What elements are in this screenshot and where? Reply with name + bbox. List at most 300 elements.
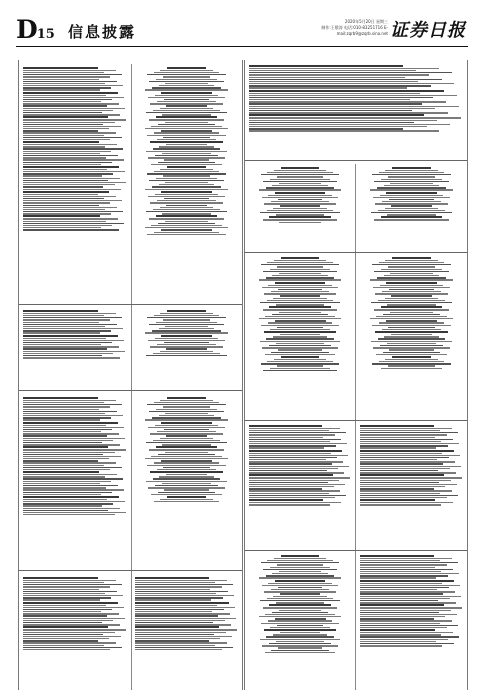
fine-print-line: [153, 440, 220, 441]
fine-print-line: [23, 499, 107, 500]
fine-print-line: [160, 169, 213, 170]
fine-print-line: [272, 185, 327, 186]
fine-print-line: [384, 185, 440, 186]
fine-print-line: [370, 318, 453, 319]
fine-print-line: [360, 612, 439, 613]
fine-print-line: [360, 493, 440, 494]
fine-print-line: [23, 419, 100, 420]
fine-print-line: [380, 345, 443, 346]
fine-print-line: [360, 571, 441, 572]
fine-print-line: [23, 626, 108, 628]
fine-print-line: [265, 316, 334, 317]
fine-print-line: [268, 322, 332, 323]
fine-print-line: [360, 437, 435, 438]
fine-print-line: [135, 602, 229, 604]
fine-print-line: [380, 285, 444, 286]
fine-print-line: [23, 202, 110, 203]
fine-print-line: [135, 584, 233, 585]
fine-print-line: [146, 211, 226, 212]
fine-print-line: [135, 632, 226, 633]
fine-print-line: [23, 429, 112, 430]
fine-print-line: [360, 439, 453, 440]
fine-print-line: [264, 629, 336, 631]
fine-print-line: [135, 618, 236, 619]
fine-print-line: [360, 470, 438, 471]
fine-print-line: [23, 444, 120, 445]
fine-print-line: [281, 167, 320, 169]
fine-print-line: [261, 264, 340, 265]
fine-print-line: [360, 459, 437, 460]
fine-print-line: [249, 439, 341, 440]
fine-print-line: [153, 353, 220, 354]
fine-print-line: [164, 99, 209, 100]
fine-print-line: [262, 197, 339, 198]
fine-print-line: [249, 114, 424, 116]
fine-print-line: [249, 459, 326, 460]
fine-print-line: [273, 336, 327, 337]
fine-print-line: [249, 504, 330, 505]
fine-print-line: [280, 593, 320, 594]
fine-print-line: [249, 128, 403, 129]
fine-print-line: [152, 417, 221, 418]
fine-print-line: [23, 397, 98, 399]
fine-print-line: [23, 589, 99, 590]
fine-print-line: [23, 130, 98, 131]
fine-print-line: [23, 422, 118, 424]
fine-print-line: [360, 589, 437, 590]
fine-print-line: [277, 365, 324, 366]
fine-print-line: [392, 257, 431, 259]
fine-print-line: [166, 435, 206, 436]
fine-print-line: [151, 456, 221, 457]
fine-print-line: [360, 453, 442, 454]
fine-print-line: [269, 216, 330, 218]
fine-print-line: [23, 313, 116, 314]
fine-print-line: [152, 186, 221, 187]
fine-print-line: [146, 442, 226, 443]
fine-print-line: [161, 191, 211, 193]
fine-print-line: [135, 597, 223, 598]
fine-print-line: [23, 324, 117, 325]
fine-print-line: [249, 95, 457, 96]
fine-print-line: [375, 203, 447, 204]
fine-print-line: [147, 234, 225, 235]
fine-print-line: [157, 469, 217, 470]
fine-print-line: [161, 422, 211, 424]
fine-print-line: [135, 593, 216, 594]
fine-print-line: [154, 72, 220, 73]
fine-print-line: [23, 141, 99, 143]
fine-print-line: [153, 148, 221, 149]
fine-print-line: [148, 487, 224, 488]
fine-print-line: [23, 215, 100, 217]
fine-print-line: [23, 469, 110, 470]
fine-print-line: [360, 618, 434, 619]
fine-print-line: [360, 625, 458, 626]
fine-print-line: [23, 402, 104, 403]
fine-print-line: [272, 314, 328, 315]
fine-print-line: [360, 632, 453, 633]
fine-print-line: [23, 67, 98, 69]
fine-print-line: [23, 112, 102, 113]
fine-print-line: [267, 172, 332, 173]
fine-print-line: [157, 101, 216, 102]
fine-print-line: [249, 93, 420, 94]
fine-print-line: [23, 76, 110, 77]
fine-print-line: [150, 202, 222, 203]
right-notice-column-e: [249, 424, 351, 544]
fine-print-line: [135, 622, 213, 623]
fine-print-line: [279, 273, 321, 274]
fine-print-line: [274, 359, 326, 360]
fine-print-line: [382, 201, 441, 202]
fine-print-line: [360, 504, 441, 505]
fine-print-line: [23, 465, 104, 466]
fine-print-line: [360, 602, 456, 603]
fine-print-line: [390, 183, 432, 184]
fine-print-line: [164, 429, 209, 430]
fine-print-line: [23, 70, 116, 71]
fine-print-line: [360, 428, 452, 429]
fine-print-line: [279, 610, 322, 611]
fine-print-line: [135, 605, 217, 606]
fine-print-line: [161, 229, 213, 230]
fine-print-line: [154, 132, 219, 133]
fine-print-line: [23, 171, 125, 172]
fine-print-line: [160, 499, 213, 500]
fine-print-line: [158, 454, 215, 455]
fine-print-line: [23, 505, 102, 506]
fine-print-line: [360, 627, 447, 628]
fine-print-line: [23, 209, 105, 210]
fine-print-line: [23, 605, 106, 606]
fine-print-line: [249, 461, 343, 462]
fine-print-line: [259, 279, 341, 280]
fine-print-line: [153, 110, 220, 111]
fine-print-line: [148, 157, 224, 158]
fine-print-line: [387, 343, 436, 344]
fine-print-line: [147, 317, 226, 318]
fine-print-line: [271, 291, 329, 292]
fine-print-line: [384, 336, 439, 337]
fine-print-line: [360, 455, 460, 456]
fine-print-line: [156, 79, 217, 80]
fine-print-line: [23, 310, 98, 312]
fine-print-line: [23, 194, 98, 195]
fine-print-line: [135, 629, 237, 630]
fine-print-line: [23, 346, 119, 347]
fine-print-line: [135, 582, 215, 583]
fine-print-line: [146, 151, 227, 152]
fine-print-line: [145, 128, 228, 129]
fine-print-line: [259, 577, 341, 578]
fine-print-line: [360, 495, 458, 496]
fine-print-line: [162, 483, 211, 484]
fine-print-line: [155, 95, 219, 96]
fine-print-line: [23, 229, 119, 230]
fine-print-line: [382, 329, 442, 330]
fine-print-line: [163, 137, 209, 138]
fine-print-line: [23, 467, 122, 468]
fine-print-line: [135, 647, 233, 648]
fine-print-line: [161, 92, 211, 94]
fine-print-line: [23, 225, 112, 226]
fine-print-line: [23, 205, 99, 206]
fine-print-line: [391, 334, 432, 335]
fine-print-line: [23, 340, 124, 341]
right-notice-column-f: [360, 424, 463, 544]
fine-print-line: [154, 501, 220, 502]
fine-print-line: [268, 583, 331, 584]
fine-print-line: [249, 437, 323, 438]
fine-print-line: [274, 558, 326, 559]
fine-print-line: [261, 174, 340, 175]
fine-print-line: [260, 600, 340, 601]
fine-print-line: [264, 331, 336, 333]
fine-print-line: [23, 514, 115, 515]
fine-print-line: [263, 271, 336, 272]
fine-print-line: [249, 482, 328, 483]
fine-print-line: [263, 181, 336, 182]
fine-print-line: [268, 285, 331, 286]
fine-print-line: [135, 642, 227, 643]
fine-print-line: [381, 368, 442, 369]
fine-print-line: [156, 215, 218, 217]
fine-print-line: [360, 441, 441, 442]
fine-print-line: [23, 146, 105, 147]
fine-print-line: [167, 496, 206, 498]
right-notice-column-a: [249, 166, 351, 248]
fine-print-line: [360, 488, 434, 489]
fine-print-line: [148, 340, 225, 341]
fine-print-line: [167, 397, 206, 399]
fine-print-line: [157, 344, 216, 345]
fine-print-line: [23, 326, 105, 327]
fine-print-line: [23, 609, 112, 610]
fine-print-line: [23, 173, 113, 174]
fine-print-line: [249, 70, 416, 71]
fine-print-line: [23, 159, 124, 160]
right-notice-top: [249, 64, 463, 156]
fine-print-line: [376, 354, 447, 355]
editor-contact: 制作:王敬涛 电话:010-83251716 E-mail:zqrb9@zqrb.sina.net: [321, 25, 388, 36]
fine-print-line: [23, 478, 123, 479]
fine-print-line: [360, 593, 443, 594]
fine-print-line: [264, 293, 335, 294]
fine-print-line: [160, 400, 213, 401]
fine-print-line: [249, 484, 345, 485]
fine-print-line: [135, 634, 214, 635]
fine-print-line: [379, 322, 444, 323]
fine-print-line: [23, 151, 111, 152]
fine-print-line: [23, 344, 101, 345]
fine-print-line: [275, 320, 326, 321]
fine-print-line: [149, 119, 224, 120]
fine-print-line: [155, 194, 219, 195]
fine-print-line: [23, 213, 111, 214]
fine-print-line: [23, 184, 115, 185]
fine-print-line: [145, 458, 228, 459]
fine-print-line: [23, 615, 107, 616]
fine-print-line: [158, 492, 216, 493]
fine-print-line: [268, 195, 331, 196]
fine-print-line: [360, 434, 447, 435]
fine-print-line: [360, 636, 459, 637]
fine-print-line: [23, 636, 121, 637]
fine-print-line: [23, 169, 107, 170]
fine-print-line: [23, 431, 101, 432]
fine-print-line: [263, 219, 337, 220]
fine-print-line: [160, 108, 214, 109]
fine-print-line: [374, 181, 448, 182]
fine-print-line: [381, 269, 442, 270]
fine-print-line: [147, 173, 226, 174]
fine-print-line: [249, 425, 322, 427]
fine-print-line: [386, 320, 438, 321]
fine-print-line: [263, 569, 336, 570]
fine-print-line: [377, 187, 446, 188]
fine-print-line: [264, 203, 335, 204]
fine-print-line: [386, 282, 436, 284]
fine-print-line: [261, 562, 340, 563]
fine-print-line: [23, 449, 126, 450]
fine-print-line: [271, 650, 328, 651]
fine-print-line: [23, 315, 104, 316]
fine-print-line: [23, 135, 104, 136]
fine-print-line: [262, 347, 337, 348]
fine-print-line: [23, 198, 104, 199]
fine-print-line: [23, 153, 100, 154]
fine-print-line: [249, 74, 429, 75]
fine-print-line: [151, 225, 221, 226]
fine-print-line: [270, 269, 330, 270]
fine-print-line: [23, 586, 110, 587]
fine-print-line: [380, 195, 444, 196]
fine-print-line: [150, 141, 223, 143]
fine-print-line: [280, 295, 320, 296]
fine-print-line: [23, 452, 115, 453]
fine-print-line: [278, 647, 322, 648]
fine-print-line: [360, 564, 447, 565]
fine-print-line: [156, 409, 217, 410]
fine-print-line: [164, 342, 209, 343]
fine-print-line: [155, 155, 218, 156]
fine-print-line: [390, 312, 433, 313]
left-notice-column-e: [23, 396, 127, 566]
fine-print-line: [270, 179, 330, 180]
fine-print-line: [389, 199, 434, 200]
fine-print-line: [249, 472, 344, 473]
fine-print-line: [23, 487, 106, 488]
fine-print-line: [272, 612, 328, 613]
fine-print-line: [372, 174, 451, 175]
fine-print-line: [376, 316, 446, 317]
fine-print-line: [273, 298, 326, 299]
fine-print-line: [249, 450, 342, 452]
fine-print-line: [360, 484, 457, 485]
fine-print-line: [23, 342, 112, 343]
fine-print-line: [23, 328, 123, 329]
fine-print-line: [360, 620, 452, 621]
fine-print-line: [23, 440, 113, 441]
fine-print-line: [161, 335, 211, 337]
fine-print-line: [164, 198, 209, 199]
fine-print-line: [23, 144, 117, 145]
fine-print-line: [277, 564, 324, 565]
fine-print-line: [23, 485, 118, 486]
fine-print-line: [135, 620, 225, 621]
fine-print-line: [374, 309, 449, 310]
fine-print-line: [23, 597, 111, 598]
fine-print-line: [249, 97, 433, 98]
fine-print-line: [23, 501, 125, 502]
fine-print-line: [23, 97, 124, 98]
fine-print-line: [266, 575, 334, 576]
fine-print-line: [249, 83, 454, 84]
fine-print-line: [273, 208, 326, 209]
fine-print-line: [360, 567, 435, 568]
fine-print-line: [259, 189, 341, 190]
fine-print-line: [278, 199, 323, 200]
fine-print-line: [23, 460, 98, 461]
fine-print-line: [23, 79, 99, 80]
fine-print-line: [385, 170, 438, 171]
fine-print-line: [249, 463, 332, 464]
fine-print-line: [276, 602, 324, 603]
fine-print-line: [23, 632, 115, 633]
fine-print-line: [23, 645, 104, 646]
fine-print-line: [23, 351, 125, 352]
fine-print-line: [373, 347, 449, 348]
fine-print-line: [23, 196, 116, 197]
fine-print-line: [145, 332, 227, 333]
fine-print-line: [135, 649, 222, 650]
fine-print-line: [23, 126, 121, 127]
fine-print-line: [23, 640, 98, 641]
fine-print-line: [388, 365, 435, 366]
fine-print-line: [270, 627, 329, 628]
fine-print-line: [23, 105, 107, 106]
fine-print-line: [360, 575, 448, 576]
fine-print-line: [249, 474, 333, 476]
fine-print-line: [249, 434, 335, 435]
fine-print-line: [360, 629, 435, 631]
fine-print-line: [360, 474, 444, 476]
fine-print-line: [150, 346, 222, 347]
fine-print-line: [276, 214, 324, 215]
fine-print-line: [156, 322, 217, 323]
page-number: 15: [36, 27, 55, 42]
fine-print-line: [388, 266, 435, 267]
fine-print-line: [281, 257, 320, 259]
fine-print-line: [23, 442, 102, 443]
fine-print-line: [266, 277, 334, 278]
fine-print-line: [23, 155, 118, 156]
fine-print-line: [249, 488, 322, 489]
fine-print-line: [23, 108, 125, 109]
fine-print-line: [277, 625, 323, 626]
fine-print-line: [135, 638, 220, 639]
fine-print-line: [266, 636, 333, 637]
fine-print-line: [360, 430, 440, 431]
fine-print-line: [158, 162, 216, 163]
fine-print-line: [152, 330, 221, 331]
fine-print-line: [166, 205, 206, 206]
fine-print-line: [160, 207, 214, 208]
fine-print-line: [23, 618, 125, 619]
fine-print-line: [371, 341, 452, 342]
fine-print-line: [275, 580, 325, 582]
